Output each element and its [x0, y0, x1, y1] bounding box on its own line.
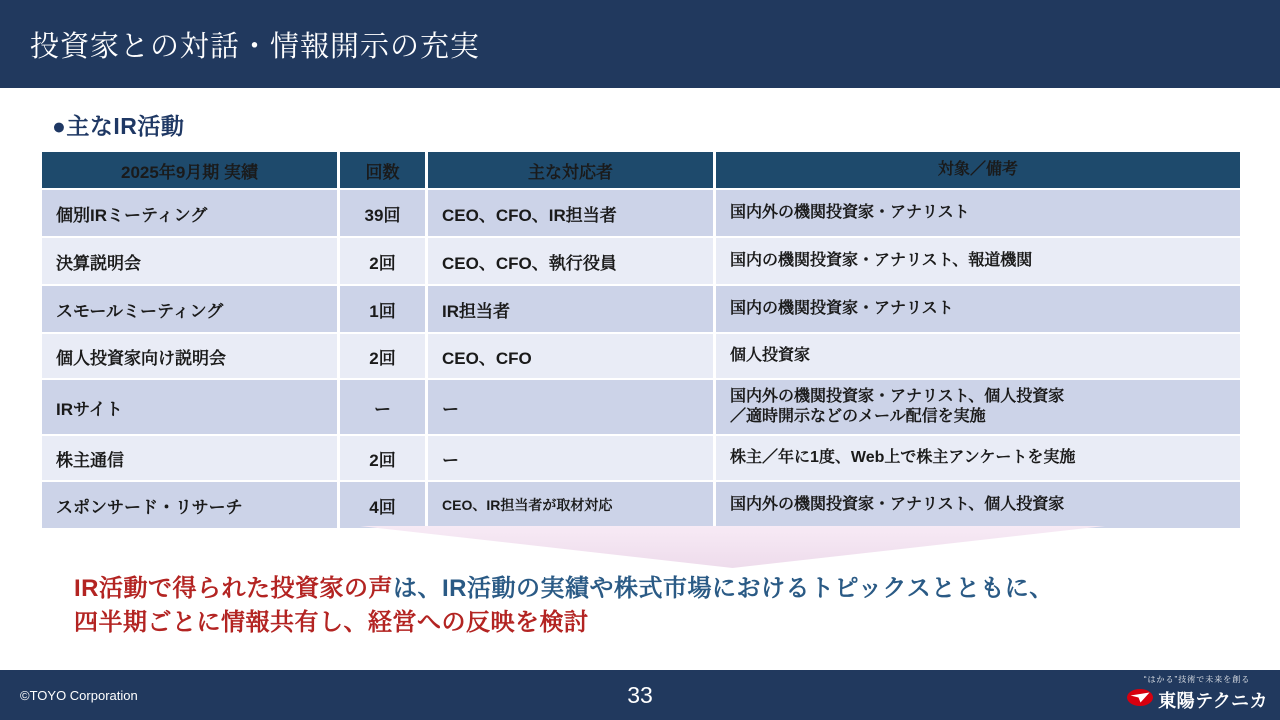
cell-staff: CEO、CFO、執行役員 [428, 238, 713, 284]
cell-target: 国内外の機関投資家・アナリスト [716, 190, 1240, 236]
cell-activity: 決算説明会 [42, 238, 337, 284]
table-row [42, 238, 1240, 284]
message-red-lead: IR活動で得られた投資家の声 [74, 575, 393, 602]
cell-staff: CEO、CFO、IR担当者 [428, 190, 713, 236]
cell-count: 1回 [340, 286, 425, 332]
copyright-text: ©TOYO Corporation [20, 687, 138, 703]
cell-activity: スモールミーティング [42, 286, 337, 332]
cell-activity: 株主通信 [42, 436, 337, 480]
cell-activity: 個別IRミーティング [42, 190, 337, 236]
page-number: 33 [627, 681, 653, 708]
table-row [42, 190, 1240, 236]
cell-staff: IR担当者 [428, 286, 713, 332]
funnel-arrow-shape [360, 526, 1105, 568]
table-row [42, 380, 1240, 434]
cell-count: 39回 [340, 190, 425, 236]
title-bar [0, 0, 1280, 88]
logo-company-name: 東陽テクニカ [1158, 691, 1268, 711]
section-heading: ●主なIR活動 [52, 113, 185, 139]
cell-count: 4回 [340, 482, 425, 528]
cell-target: 国内外の機関投資家・アナリスト、個人投資家 ／適時開示などのメール配信を実施 [716, 380, 1240, 434]
footer-bar [0, 670, 1280, 720]
cell-count: 2回 [340, 238, 425, 284]
cell-target: 株主／年に1度、Web上で株主アンケートを実施 [716, 436, 1240, 480]
cell-count: ー [340, 380, 425, 434]
cell-staff: ー [428, 436, 713, 480]
slide-title: 投資家との対話・情報開示の充実 [30, 30, 481, 63]
header-count: 回数 [340, 152, 425, 188]
cell-activity: 個人投資家向け説明会 [42, 334, 337, 378]
table-row [42, 286, 1240, 332]
toyo-logo-mark-icon [1126, 688, 1154, 712]
ir-activity-table [42, 152, 1240, 530]
cell-staff: CEO、CFO [428, 334, 713, 378]
header-target: 対象／備考 [716, 152, 1240, 188]
table-row [42, 436, 1240, 480]
cell-count: 2回 [340, 436, 425, 480]
header-staff: 主な対応者 [428, 152, 713, 188]
table-row [42, 482, 1240, 528]
message-navy-middle: は、IR活動の実績や株式市場におけるトピックスとともに、 [393, 575, 1054, 602]
cell-count: 2回 [340, 334, 425, 378]
cell-staff: CEO、IR担当者が取材対応 [428, 482, 713, 528]
table-header-row [42, 152, 1240, 188]
cell-target: 個人投資家 [716, 334, 1240, 378]
cell-activity: スポンサード・リサーチ [42, 482, 337, 528]
cell-target: 国内の機関投資家・アナリスト、報道機関 [716, 238, 1240, 284]
cell-staff: ー [428, 380, 713, 434]
company-logo [1126, 674, 1268, 713]
cell-target: 国内外の機関投資家・アナリスト、個人投資家 [716, 482, 1240, 528]
cell-target: 国内の機関投資家・アナリスト [716, 286, 1240, 332]
message-red-line2: 四半期ごとに情報共有し、経営への反映を検討 [74, 609, 589, 636]
header-period: 2025年9月期 実績 [42, 152, 337, 188]
cell-activity: IRサイト [42, 380, 337, 434]
summary-message [74, 572, 1234, 640]
table-row [42, 334, 1240, 378]
logo-tagline: “はかる”技術で未来を創る [1143, 675, 1251, 684]
